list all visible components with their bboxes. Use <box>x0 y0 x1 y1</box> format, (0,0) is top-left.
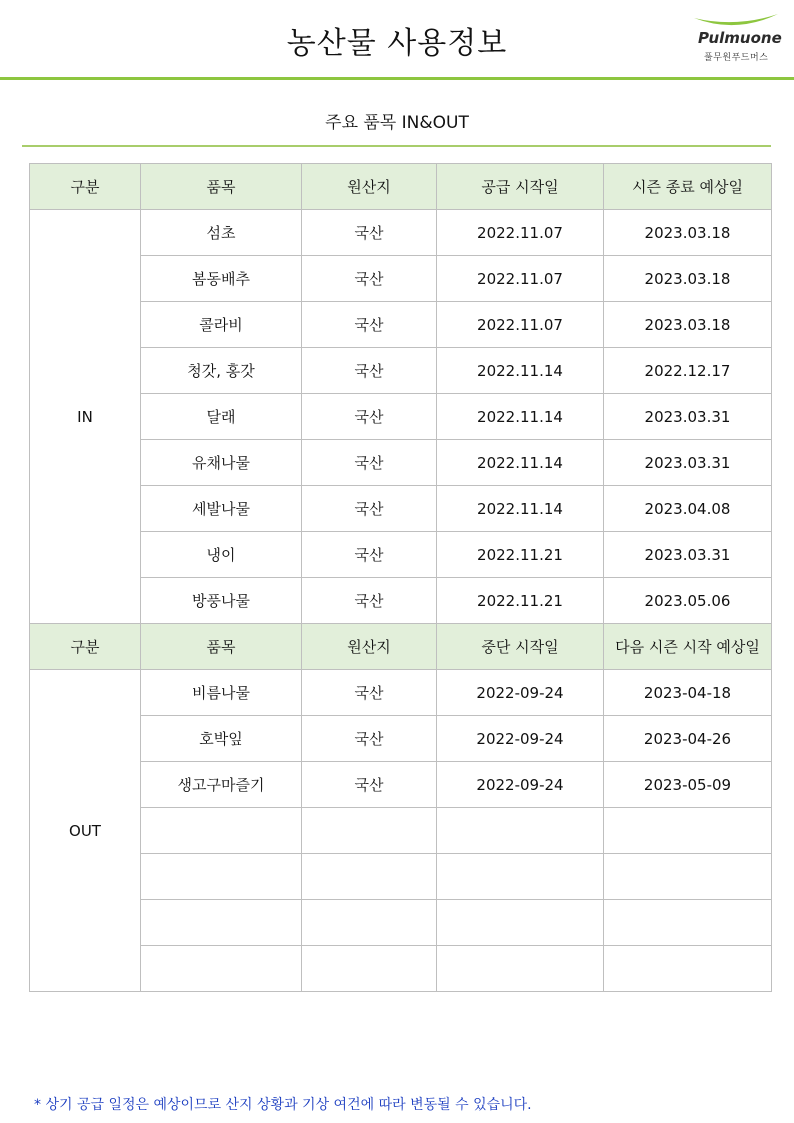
origin-cell: 국산 <box>302 716 437 762</box>
in-header-row <box>30 164 772 210</box>
end-date-cell: 2023.03.18 <box>604 302 772 348</box>
table-row <box>30 348 772 394</box>
logo-subtitle: 풀무원푸드머스 <box>704 53 769 63</box>
item-cell <box>141 946 302 992</box>
item-cell: 유채나물 <box>141 440 302 486</box>
origin-cell: 국산 <box>302 302 437 348</box>
start-date-cell: 2022.11.07 <box>437 302 604 348</box>
item-cell: 콜라비 <box>141 302 302 348</box>
item-cell <box>141 854 302 900</box>
header-divider <box>0 77 794 80</box>
table-row <box>30 210 772 256</box>
start-date-cell: 2022.11.07 <box>437 210 604 256</box>
table-row <box>30 486 772 532</box>
table-row <box>30 302 772 348</box>
item-cell: 청갓, 홍갓 <box>141 348 302 394</box>
item-cell: 봄동배추 <box>141 256 302 302</box>
table-row <box>30 900 772 946</box>
table-row <box>30 670 772 716</box>
out-header-row <box>30 624 772 670</box>
item-cell: 생고구마즐기 <box>141 762 302 808</box>
origin-cell: 국산 <box>302 578 437 624</box>
footnote: * 상기 공급 일정은 예상이므로 산지 상황과 기상 여건에 따라 변동될 수 있습니다. <box>34 1097 532 1113</box>
item-cell: 달래 <box>141 394 302 440</box>
origin-cell <box>302 808 437 854</box>
out-column-header: 구분 <box>30 624 141 670</box>
in-group-label: IN <box>30 210 141 624</box>
start-date-cell: 2022.11.14 <box>437 440 604 486</box>
origin-cell: 국산 <box>302 486 437 532</box>
section-divider <box>22 145 771 147</box>
table-row <box>30 716 772 762</box>
pulmuone-logo <box>690 12 782 66</box>
start-date-cell: 2022.11.07 <box>437 256 604 302</box>
end-date-cell: 2023.03.18 <box>604 210 772 256</box>
item-cell: 세발나물 <box>141 486 302 532</box>
in-column-header: 원산지 <box>302 164 437 210</box>
start-date-cell <box>437 946 604 992</box>
origin-cell: 국산 <box>302 348 437 394</box>
origin-cell: 국산 <box>302 532 437 578</box>
out-group-label: OUT <box>30 670 141 992</box>
out-column-header: 다음 시즌 시작 예상일 <box>604 624 772 670</box>
in-column-header: 구분 <box>30 164 141 210</box>
end-date-cell: 2023.03.31 <box>604 532 772 578</box>
end-date-cell: 2023.05.06 <box>604 578 772 624</box>
table-row <box>30 578 772 624</box>
start-date-cell: 2022.11.21 <box>437 532 604 578</box>
page-title: 농산물 사용정보 <box>286 26 508 61</box>
in-column-header: 공급 시작일 <box>437 164 604 210</box>
origin-cell: 국산 <box>302 440 437 486</box>
end-date-cell: 2023-04-18 <box>604 670 772 716</box>
item-cell: 냉이 <box>141 532 302 578</box>
start-date-cell: 2022.11.14 <box>437 394 604 440</box>
start-date-cell <box>437 900 604 946</box>
end-date-cell: 2023-04-26 <box>604 716 772 762</box>
origin-cell: 국산 <box>302 256 437 302</box>
end-date-cell: 2023.04.08 <box>604 486 772 532</box>
item-cell: 방풍나물 <box>141 578 302 624</box>
origin-cell: 국산 <box>302 670 437 716</box>
end-date-cell <box>604 854 772 900</box>
item-cell <box>141 900 302 946</box>
item-cell: 호박잎 <box>141 716 302 762</box>
in-column-header: 시즌 종료 예상일 <box>604 164 772 210</box>
end-date-cell: 2023.03.31 <box>604 440 772 486</box>
end-date-cell <box>604 808 772 854</box>
table-row <box>30 762 772 808</box>
end-date-cell: 2022.12.17 <box>604 348 772 394</box>
start-date-cell: 2022-09-24 <box>437 716 604 762</box>
produce-table <box>29 163 772 992</box>
logo-wordmark: Pulmuone <box>698 29 782 47</box>
out-column-header: 중단 시작일 <box>437 624 604 670</box>
end-date-cell: 2023.03.18 <box>604 256 772 302</box>
out-column-header: 품목 <box>141 624 302 670</box>
table-row <box>30 440 772 486</box>
origin-cell: 국산 <box>302 394 437 440</box>
table-row <box>30 256 772 302</box>
origin-cell: 국산 <box>302 762 437 808</box>
item-cell <box>141 808 302 854</box>
in-column-header: 품목 <box>141 164 302 210</box>
start-date-cell <box>437 854 604 900</box>
table-row <box>30 946 772 992</box>
start-date-cell <box>437 808 604 854</box>
start-date-cell: 2022-09-24 <box>437 670 604 716</box>
start-date-cell: 2022.11.21 <box>437 578 604 624</box>
item-cell: 비름나물 <box>141 670 302 716</box>
end-date-cell <box>604 900 772 946</box>
out-column-header: 원산지 <box>302 624 437 670</box>
table-row <box>30 532 772 578</box>
origin-cell <box>302 854 437 900</box>
table-row <box>30 854 772 900</box>
table-row <box>30 394 772 440</box>
origin-cell <box>302 946 437 992</box>
table-row <box>30 808 772 854</box>
origin-cell: 국산 <box>302 210 437 256</box>
start-date-cell: 2022.11.14 <box>437 348 604 394</box>
start-date-cell: 2022.11.14 <box>437 486 604 532</box>
item-cell: 섬초 <box>141 210 302 256</box>
section-title: 주요 품목 IN&OUT <box>325 113 469 133</box>
end-date-cell: 2023-05-09 <box>604 762 772 808</box>
end-date-cell <box>604 946 772 992</box>
end-date-cell: 2023.03.31 <box>604 394 772 440</box>
start-date-cell: 2022-09-24 <box>437 762 604 808</box>
origin-cell <box>302 900 437 946</box>
